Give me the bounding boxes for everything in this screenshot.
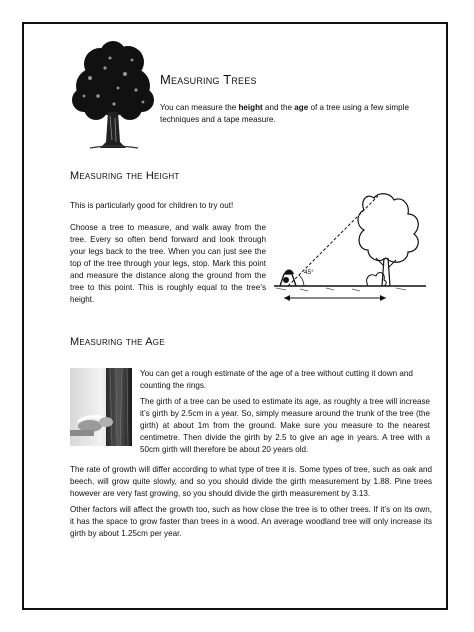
trunk-measuring-photo (70, 368, 132, 446)
age-section-heading: Measuring the Age (70, 336, 165, 348)
oak-tree-illustration (70, 38, 156, 156)
height-section-heading: Measuring the Height (70, 170, 180, 182)
angle-label: 45° (304, 269, 314, 276)
height-instructions-text: Choose a tree to measure, and walk away from the tree. Every so often bend forward and look through your legs back to the tree. When you can just see the top of the tree through your legs, stop. Mark this point and measure the distance along the ground from the tree to this point. This is roughly equal to the tree’s height. (70, 223, 266, 304)
age-intro-text: You can get a rough estimate of the age of a tree without cutting it down and counting the rings. (140, 369, 413, 390)
page-title: Measuring Trees (160, 72, 257, 87)
height-measuring-diagram (256, 174, 440, 306)
document-page (22, 22, 448, 610)
intro-text: You can measure the height and the age of a tree using a few simple techniques and a tape measure. (160, 103, 409, 124)
other-factors-text: Other factors will affect the growth too, such as how close the tree is to other trees. If it’s on its own, it has the space to grow faster than trees in a wood. An average woodland tree will only increase its girth by about 1.25cm per year. (70, 505, 432, 538)
age-girth-method-text: The girth of a tree can be used to estimate its age, as roughly a tree will increase it’s girth by 2.5cm in a year. So, simply measure around the trunk of the tree (the girth) at about 1m from the ground. Make sure you measure to the nearest centimetre. Then divide the girth by 2.5 to give an age in years. A tree with a 50cm girth will therefore be about 20 years old. (140, 397, 430, 454)
height-intro-text: This is particularly good for children to try out! (70, 201, 234, 210)
growth-rate-text: The rate of growth will differ according to what type of tree it is. Some types of tree, such as oak and beech, will grow quite slowly, and so you should divide the girth measurement by 1.88. Pine trees however are very fast growing, so you should divide the girth measurement by 3.13. (70, 465, 432, 498)
